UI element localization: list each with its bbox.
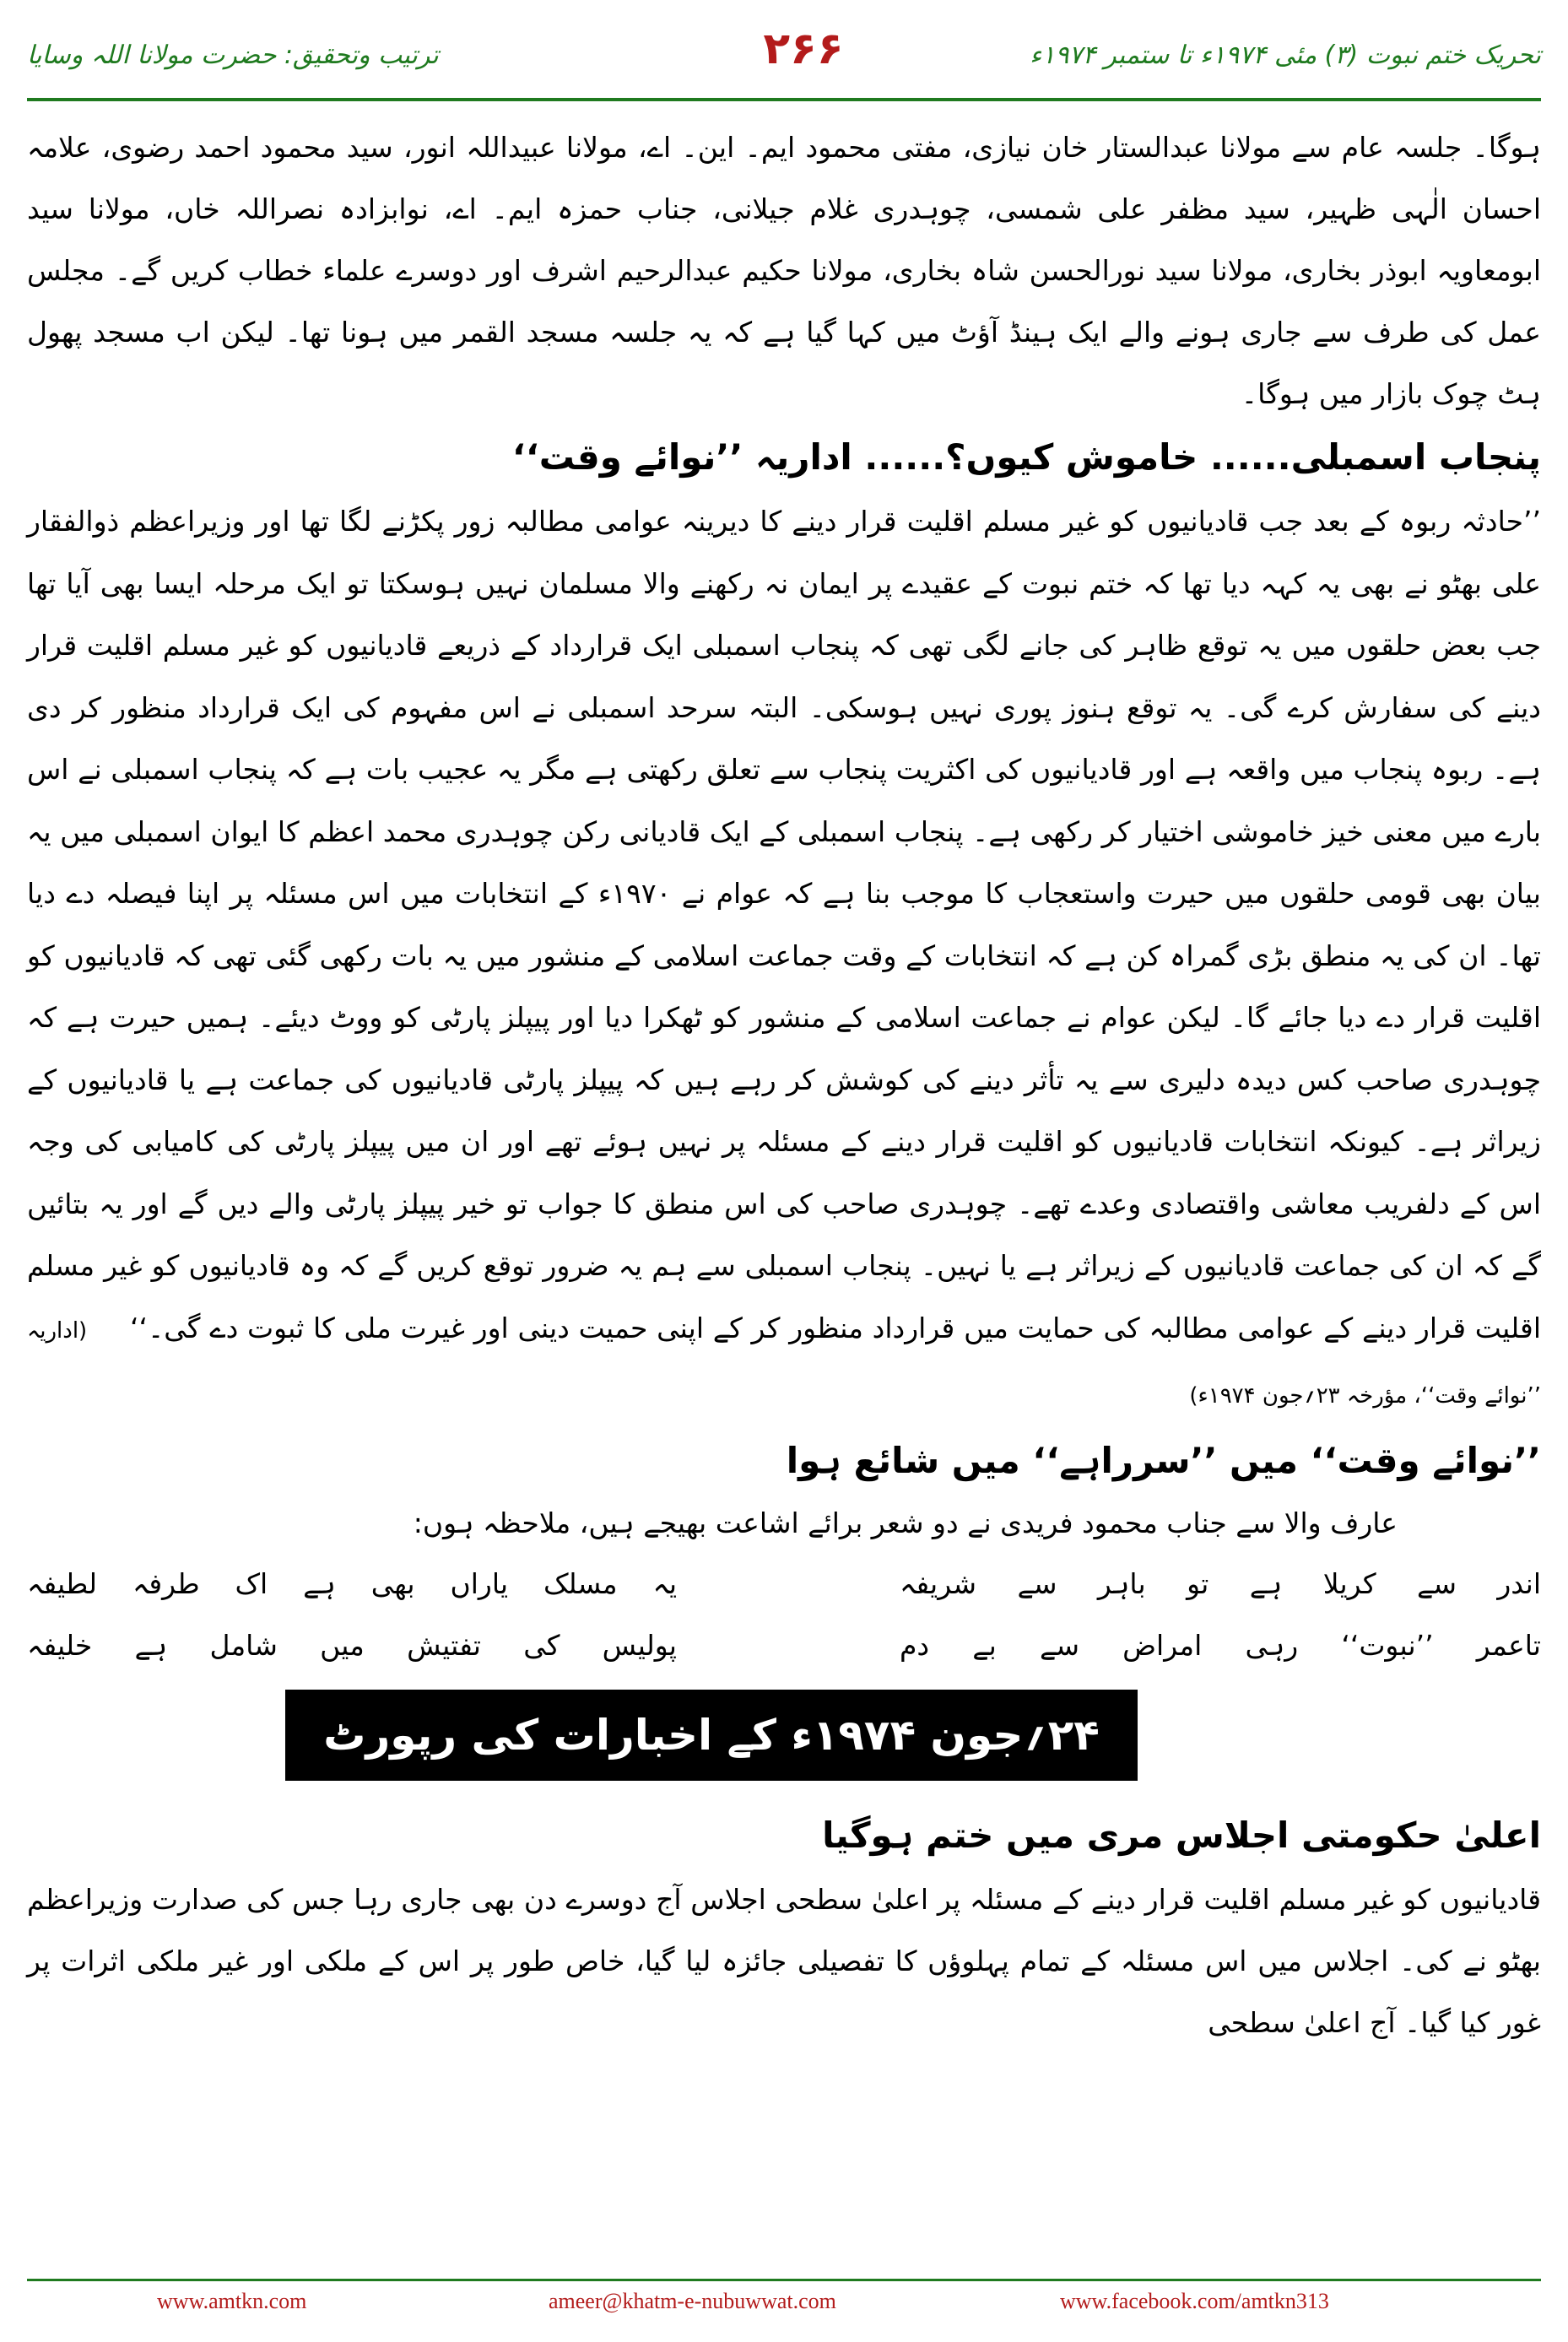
- poem-line-2b: پولیس کی تفتیش میں شامل ہے خلیفہ: [27, 1628, 677, 1662]
- intro-paragraph: ہوگا۔ جلسہ عام سے مولانا عبدالستار خان نیازی، مفتی محمود ایم۔ این۔ اے، مولانا عبیداللہ انور، سید محمود احمد رضوی، علامہ احسان الٰہی ظہیر، سید مظفر علی شمسی، چوہدری غلام جیلانی، جناب حمزہ ایم۔ اے، نوابزادہ نصراللہ خاں، مولانا سید ابومعاویہ ابوذر بخاری، مولانا سید نورالحسن شاہ بخاری، مولانا حکیم عبدالرحیم اشرف اور دوسرے علماء خطاب کریں گے۔ مجلس عمل کی طرف سے جاری ہونے والے ایک ہینڈ آؤٹ میں کہا گیا ہے کہ یہ جلسہ مسجد القمر میں ہونا تھا۔ لیکن اب مسجد پھول ہٹ چوک بازار میں ہوگا۔: [27, 131, 1541, 410]
- facebook-link[interactable]: www.facebook.com/amtkn313: [1060, 2289, 1329, 2313]
- report-banner: ۲۴؍جون ۱۹۷۴ء کے اخبارات کی رپورٹ: [285, 1690, 1138, 1781]
- murree-meeting-body: قادیانیوں کو غیر مسلم اقلیت قرار دینے کے مسئلہ پر اعلیٰ سطحی اجلاس آج دوسرے دن بھی جاری رہا جس کی صدارت وزیراعظم بھٹو نے کی۔ اجلاس میں اس مسئلہ کے تمام پہلوؤں کا تفصیلی جائزہ لیا گیا، خاص طور پر اس کے ملکی اور غیر ملکی اثرات پر غور کیا گیا۔ آج اعلیٰ سطحی: [27, 1882, 1541, 2039]
- email-link[interactable]: ameer@khatm-e-nubuwwat.com: [549, 2289, 836, 2313]
- page-number: ۲۶۶: [763, 24, 844, 74]
- section-heading-punjab-assembly: پنجاب اسمبلی...... خاموش کیوں؟...... اداریہ ’’نوائے وقت‘‘: [511, 436, 1541, 478]
- poem: [27, 1553, 1541, 1676]
- page-header: [27, 17, 1541, 93]
- poem-line-1a: یہ مسلک یاراں بھی ہے اک طرفہ لطیفہ: [27, 1566, 677, 1600]
- header-divider: [27, 98, 1541, 101]
- page-footer: [27, 2289, 1541, 2323]
- editorial-body: [27, 490, 1541, 1428]
- poem-intro: عارف والا سے جناب محمود فریدی نے دو شعر برائے اشاعت بھیجے ہیں، ملاحظہ ہوں:: [413, 1506, 1398, 1539]
- editorial-text: ’’حادثہ ربوہ کے بعد جب قادیانیوں کو غیر مسلم اقلیت قرار دینے کا دیرینہ عوامی مطالبہ زور پکڑنے لگا تھا اور وزیراعظم ذوالفقار علی بھٹو نے بھی یہ کہہ دیا تھا کہ ختم نبوت کے عقیدے پر ایمان نہ رکھنے والا مسلمان نہیں ہوسکتا تو ایک مرحلہ ایسا بھی آیا تھا جب بعض حلقوں میں یہ توقع ظاہر کی جانے لگی تھی کہ پنجاب اسمبلی ایک قرارداد کے ذریعے قادیانیوں کو غیر مسلم اقلیت قرار دینے کی سفارش کرے گی۔ یہ توقع ہنوز پوری نہیں ہوسکی۔ البتہ سرحد اسمبلی نے اس مفہوم کی ایک قرارداد منظور کر دی ہے۔ ربوہ پنجاب میں واقعہ ہے اور قادیانیوں کی اکثریت پنجاب سے تعلق رکھتی ہے مگر یہ عجیب بات ہے کہ پنجاب اسمبلی نے اس بارے میں معنی خیز خاموشی اختیار کر رکھی ہے۔ پنجاب اسمبلی کے ایک قادیانی رکن چوہدری محمد اعظم کا ایوان اسمبلی میں یہ بیان بھی قومی حلقوں میں حیرت واستعجاب کا موجب بنا ہے کہ عوام نے ۱۹۷۰ء کے انتخابات میں اس مسئلہ پر اپنا فیصلہ دے دیا تھا۔ ان کی یہ منطق بڑی گمراہ کن ہے کہ انتخابات کے وقت جماعت اسلامی کے منشور میں یہ بات رکھی گئی تھی کہ قادیانیوں کو اقلیت قرار دے دیا جائے گا۔ لیکن عوام نے جماعت اسلامی کے منشور کو ٹھکرا دیا اور پیپلز پارٹی کو ووٹ دیئے۔ ہمیں حیرت ہے کہ چوہدری صاحب کس دیدہ دلیری سے یہ تأثر دینے کی کوشش کر رہے ہیں کہ پیپلز پارٹی قادیانیوں کی جماعت ہے یا قادیانیوں کے زیراثر ہے۔ کیونکہ انتخابات قادیانیوں کو اقلیت قرار دینے کے مسئلہ پر نہیں ہوئے تھے اور ان میں پیپلز پارٹی کی کامیابی کی وجہ اس کے دلفریب معاشی واقتصادی وعدے تھے۔ چوہدری صاحب کی اس منطق کا جواب تو خیر پیپلز پارٹی والے دیں گے اور یہ بتائیں گے کہ ان کی جماعت قادیانیوں کے زیراثر ہے یا نہیں۔ پنجاب اسمبلی سے ہم یہ ضرور توقع کریں گے کہ وہ قادیانیوں کو غیر مسلم اقلیت قرار دینے کے عوامی مطالبہ کی حمایت میں قرارداد منظور کر کے اپنی حمیت دینی اور غیرت ملی کا ثبوت دے گی۔‘‘: [27, 505, 1541, 1344]
- banner-wrapper: [27, 1676, 1541, 1803]
- poem-line-1b: اندر سے کریلا ہے تو باہر سے شریفہ: [900, 1566, 1541, 1600]
- editorial-source: (اداریہ ’’نوائے وقت‘‘، مؤرخہ ۲۳؍جون ۱۹۷۴ء): [27, 1317, 1541, 1409]
- footer-divider: [27, 2279, 1541, 2281]
- compiler-credit: ترتیب وتحقیق: حضرت مولانا اللہ وسایا: [27, 41, 439, 70]
- section-heading-sar-e-rahe: ’’نوائے وقت‘‘ میں ’’سرراہے‘‘ میں شائع ہوا: [786, 1439, 1541, 1481]
- section-heading-murree-meeting: اعلیٰ حکومتی اجلاس مری میں ختم ہوگیا: [822, 1814, 1541, 1856]
- page-content: [27, 116, 1541, 2053]
- book-title: تحریک ختم نبوت (۳) مئی ۱۹۷۴ء تا ستمبر ۱۹۷۴ء: [1030, 41, 1541, 70]
- website-link[interactable]: www.amtkn.com: [157, 2289, 307, 2313]
- poem-line-2a: تاعمر ’’نبوت‘‘ رہی امراض سے بے دم: [900, 1628, 1541, 1662]
